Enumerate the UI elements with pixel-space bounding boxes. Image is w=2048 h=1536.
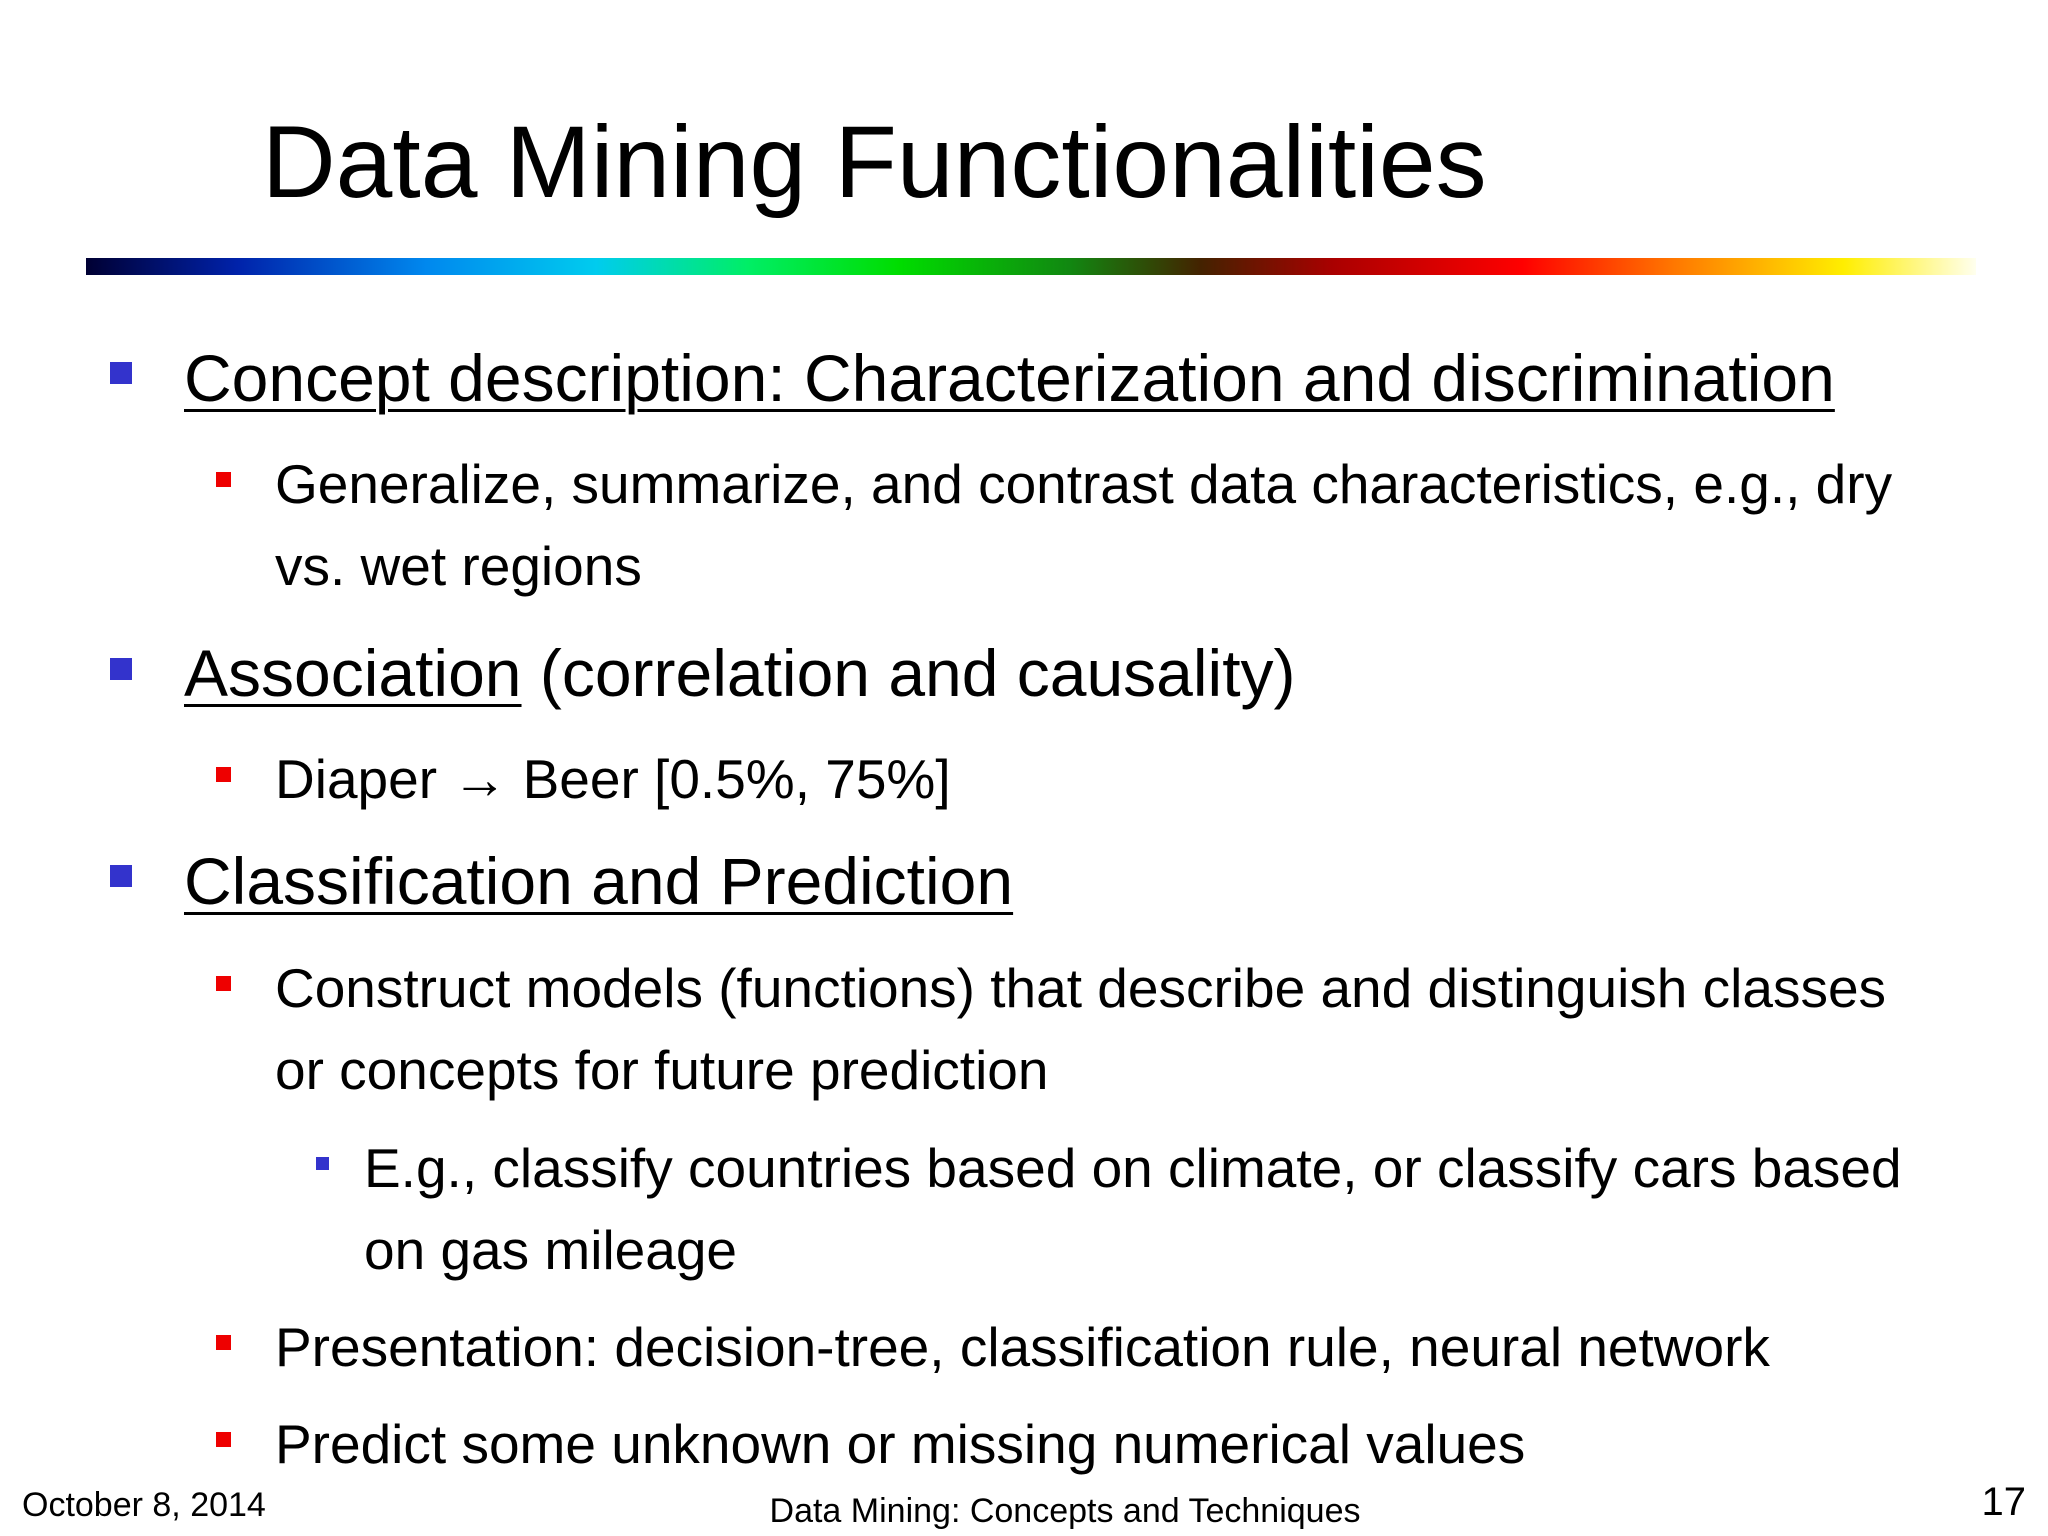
bullet-label: Association: [184, 636, 522, 710]
text-line: on gas mileage: [364, 1219, 738, 1281]
text-line: Predict some unknown or missing numerical values: [275, 1413, 1526, 1475]
slide-title: Data Mining Functionalities: [262, 105, 1487, 219]
bullet-concept-description: [184, 342, 1835, 415]
text-after-arrow: Beer [0.5%, 75%]: [522, 748, 951, 810]
level1-bullet-marker: [110, 362, 132, 384]
bullet-label: Concept description: Characterization and discrimination: [184, 341, 1835, 415]
text-line: or concepts for future prediction: [275, 1039, 1049, 1101]
text-line: E.g., classify countries based on climate, or classify cars based: [364, 1137, 1902, 1199]
level1-bullet-marker: [110, 658, 132, 680]
level2-bullet-marker: [216, 767, 231, 782]
bullet-suffix: (correlation and causality): [521, 636, 1296, 710]
bullet-classification-prediction: [184, 845, 1013, 918]
bullet-association: [184, 637, 1296, 710]
sub-bullet-text: [275, 947, 1886, 1111]
level1-bullet-marker: [110, 865, 132, 887]
level2-bullet-marker: [216, 472, 231, 487]
text-line: Presentation: decision-tree, classification rule, neural network: [275, 1316, 1770, 1378]
text-line: vs. wet regions: [275, 535, 642, 597]
footer-date: October 8, 2014: [22, 1486, 266, 1524]
sub-bullet-text: [275, 738, 951, 820]
level3-bullet-marker: [316, 1157, 329, 1170]
text-before-arrow: Diaper: [275, 748, 438, 810]
sub-bullet-text: [275, 443, 1892, 607]
footer-title: Data Mining: Concepts and Techniques: [769, 1492, 1361, 1530]
text-line: Generalize, summarize, and contrast data characteristics, e.g., dry: [275, 453, 1893, 515]
sub-bullet-text: [275, 1403, 1525, 1485]
text-line: Construct models (functions) that describe and distinguish classes: [275, 957, 1887, 1019]
right-arrow-icon: →: [452, 748, 508, 810]
level2-bullet-marker: [216, 976, 231, 991]
bullet-label: Classification and Prediction: [184, 844, 1014, 918]
page-number: 17: [1981, 1480, 2026, 1524]
sub-bullet-text: [275, 1306, 1770, 1388]
level2-bullet-marker: [216, 1432, 231, 1447]
level2-bullet-marker: [216, 1335, 231, 1350]
sub-sub-bullet-text: [364, 1127, 1902, 1291]
title-divider: [86, 258, 1976, 275]
